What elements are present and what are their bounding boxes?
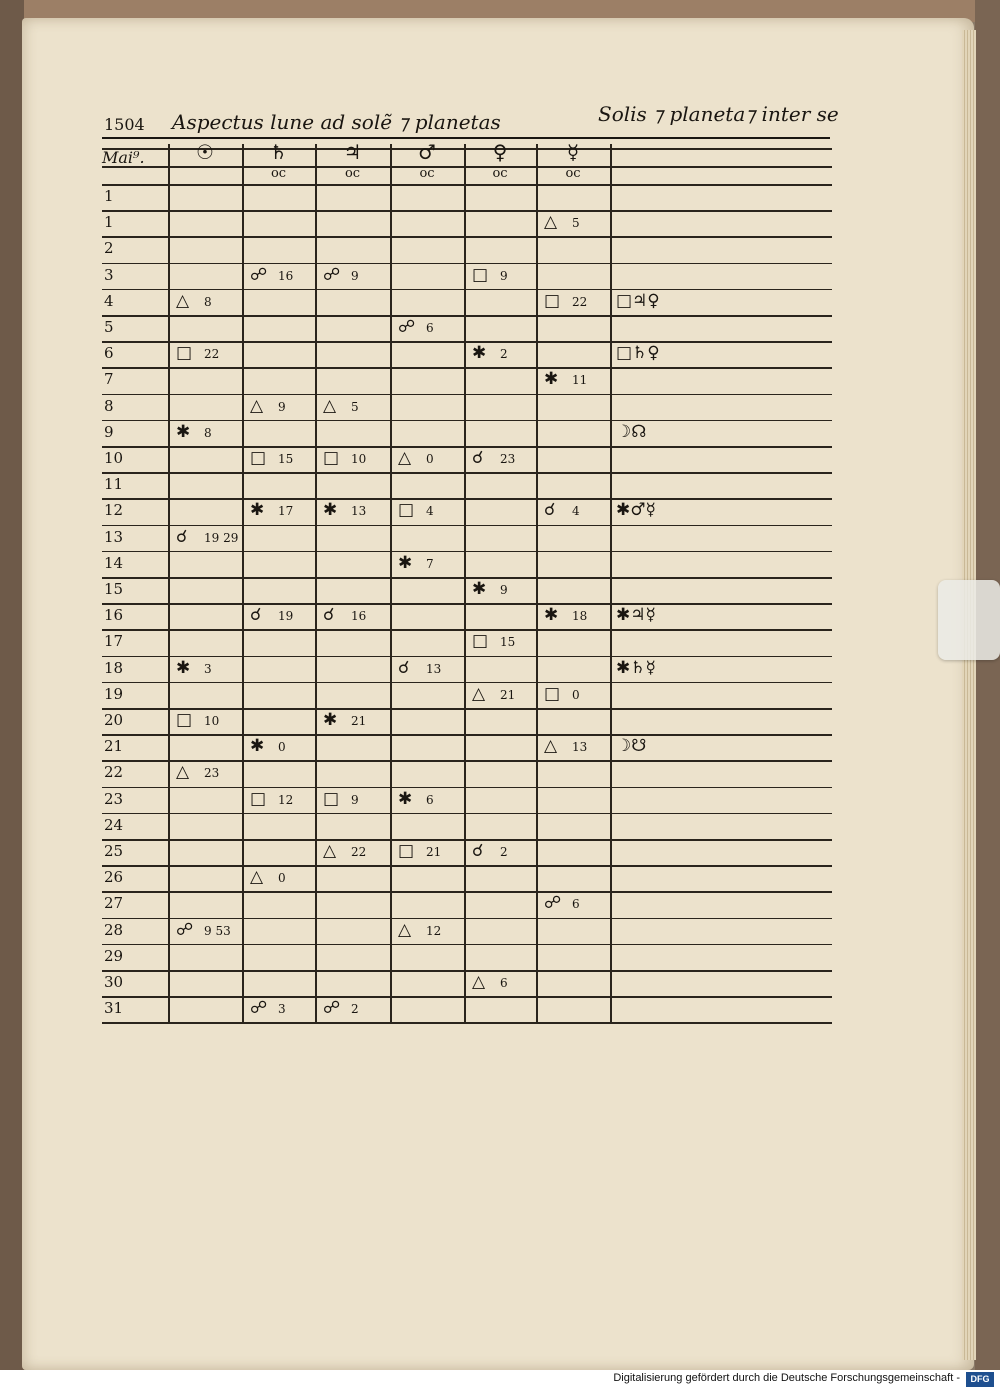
day-number: 14	[104, 553, 124, 572]
aspect-time: 21	[426, 845, 442, 859]
day-number: 7	[104, 370, 114, 389]
aspect-time: 16	[278, 268, 294, 283]
aspect-time: 12	[426, 923, 442, 938]
aspect-time: 6	[500, 976, 508, 990]
aspect-symbol: △	[472, 683, 486, 704]
aspect-symbol: △	[398, 919, 412, 940]
aspect-time: 19	[278, 609, 294, 624]
aspect-symbol: ✱	[176, 657, 191, 678]
aspect-symbol: □	[323, 448, 340, 468]
aspect-symbol: ✱	[250, 736, 265, 757]
aspect-symbol: ✱	[250, 500, 265, 521]
day-number: 20	[104, 711, 124, 729]
day-number: 24	[104, 815, 124, 834]
row-line	[102, 629, 832, 631]
aspect-time: 22	[204, 347, 220, 362]
aspect-symbol: ☍	[398, 317, 416, 337]
day-number: 15	[104, 580, 124, 598]
aspect-table	[102, 140, 832, 1019]
aspect-time: 2	[500, 347, 508, 362]
column-header-planet: ♂	[418, 140, 436, 164]
aspect-symbol: △	[398, 448, 412, 468]
day-number: 23	[104, 789, 124, 808]
aspect-symbol: □	[250, 788, 267, 809]
desk-background-right	[975, 0, 1000, 1390]
desk-background-left	[0, 0, 24, 1390]
planet-aspect-entry: ✱♃☿	[616, 605, 656, 626]
aspect-time: 0	[426, 452, 434, 466]
planet-aspect-entry: ☽☋	[616, 736, 647, 757]
aspect-symbol: ✱	[398, 788, 413, 809]
aspect-symbol: □	[250, 448, 267, 468]
aspect-symbol: ☍	[544, 893, 562, 914]
row-line	[102, 577, 832, 579]
day-number: 6	[104, 344, 114, 363]
aspect-symbol: ☌	[323, 605, 335, 626]
column-subheader: oc	[344, 166, 361, 181]
day-number: 25	[104, 842, 124, 860]
day-number: 30	[104, 973, 124, 991]
aspect-symbol: ☌	[250, 605, 262, 626]
aspect-symbol: △	[176, 762, 190, 783]
aspect-time: 8	[204, 425, 212, 440]
aspect-symbol: ✱	[398, 552, 413, 573]
day-number: 3	[104, 265, 114, 284]
aspect-time: 13	[426, 661, 442, 676]
column-header-planet: ☿	[566, 140, 580, 164]
row-line	[102, 839, 832, 841]
aspect-symbol: ☌	[472, 448, 484, 468]
aspect-time: 9	[351, 792, 359, 807]
aspect-symbol: ✱	[323, 710, 338, 730]
aspect-symbol: ☌	[472, 841, 484, 861]
aspect-time: 19 29	[204, 530, 239, 545]
row-line	[102, 210, 832, 212]
aspect-time: 5	[351, 399, 359, 414]
column-header-planet: ♃	[343, 140, 362, 164]
aspect-symbol: □	[323, 788, 340, 809]
planet-aspect-entry: ☽☊	[616, 421, 647, 442]
aspect-symbol: □	[176, 343, 193, 364]
page-title: Aspectus lune ad solẽ ⁊ planetas	[172, 110, 501, 134]
row-line	[102, 498, 832, 500]
aspect-time: 23	[204, 766, 220, 781]
aspect-time: 13	[351, 504, 367, 519]
aspect-time: 9	[500, 268, 508, 283]
aspect-time: 10	[204, 714, 220, 728]
row-line	[102, 970, 832, 972]
day-number: 5	[104, 318, 114, 336]
aspect-time: 21	[500, 687, 516, 702]
day-number: 8	[104, 396, 114, 415]
column-subheader	[168, 160, 242, 188]
planet-aspect-entry: ✱♂☿	[616, 500, 656, 521]
aspect-time: 9 53	[204, 923, 231, 938]
aspect-time: 2	[500, 845, 508, 859]
day-number: 17	[104, 632, 124, 651]
aspect-symbol: △	[544, 736, 558, 757]
aspect-symbol: ✱	[544, 369, 559, 390]
aspect-symbol: △	[472, 972, 486, 992]
aspect-time: 9	[500, 583, 508, 597]
row-line	[102, 603, 832, 605]
aspect-symbol: ☌	[398, 657, 410, 678]
day-number: 1	[104, 213, 114, 232]
aspect-symbol: □	[472, 631, 489, 652]
dfg-logo: DFG	[966, 1372, 994, 1387]
day-number: 4	[104, 291, 114, 310]
aspect-symbol: □	[398, 841, 415, 861]
month-label: Mai⁹.	[102, 148, 145, 167]
aspect-time: 8	[204, 294, 212, 309]
aspect-time: 9	[278, 399, 286, 414]
aspect-time: 0	[278, 740, 286, 755]
page-year: 1504	[104, 115, 145, 134]
day-number: 12	[104, 501, 124, 520]
aspect-symbol: □	[544, 683, 561, 704]
day-number: 19	[104, 684, 124, 703]
day-number: 9	[104, 422, 114, 441]
aspect-time: 9	[351, 268, 359, 283]
page-right-title: Solis ⁊ planeta⁊ inter se	[598, 102, 839, 126]
aspect-time: 17	[278, 504, 294, 519]
aspect-time: 22	[572, 294, 588, 309]
aspect-time: 15	[278, 452, 294, 466]
column-header-planet: ☉	[196, 140, 214, 164]
aspect-time: 6	[426, 321, 434, 335]
aspect-symbol: □	[472, 264, 489, 285]
aspect-time: 6	[572, 897, 580, 912]
footer-credit: Digitalisierung gefördert durch die Deutsche Forschungsgemeinschaft -	[613, 1372, 960, 1384]
aspect-symbol: ☍	[176, 919, 194, 940]
row-line	[102, 865, 832, 867]
aspect-symbol: ☍	[323, 998, 341, 1019]
day-number: 27	[104, 894, 124, 913]
aspect-time: 2	[351, 1002, 359, 1017]
aspect-symbol: ☍	[323, 264, 341, 285]
aspect-symbol: ✱	[176, 421, 191, 442]
row-line	[102, 263, 832, 265]
day-number: 21	[104, 737, 124, 756]
day-number: 18	[104, 658, 124, 677]
column-subheader: oc	[419, 166, 435, 181]
aspect-symbol: △	[250, 395, 264, 416]
aspect-time: 21	[351, 714, 367, 728]
row-line	[102, 394, 832, 396]
aspect-time: 16	[351, 609, 367, 624]
aspect-symbol: △	[176, 290, 190, 311]
planet-aspect-entry: □♄♀	[616, 343, 660, 364]
day-number: 10	[104, 449, 124, 467]
day-number: 16	[104, 606, 124, 625]
footer-bar	[0, 1370, 1000, 1390]
aspect-time: 3	[204, 661, 212, 676]
aspect-time: 15	[500, 635, 516, 650]
planet-aspect-entry: □♃♀	[616, 290, 660, 311]
column-subheader: oc	[565, 166, 581, 181]
aspect-time: 22	[351, 845, 367, 859]
aspect-symbol: ☌	[176, 526, 188, 547]
aspect-symbol: △	[323, 395, 337, 416]
aspect-time: 0	[572, 687, 580, 702]
row-line	[102, 891, 832, 893]
aspect-time: 0	[278, 871, 286, 886]
aspect-time: 23	[500, 452, 516, 466]
aspect-symbol: □	[398, 500, 415, 521]
aspect-time: 5	[572, 216, 580, 231]
aspect-time: 4	[572, 504, 580, 519]
day-number: 11	[104, 475, 124, 494]
planet-aspect-entry: ✱♄☿	[616, 657, 656, 678]
page-clip-tab	[938, 580, 1000, 660]
row-line	[102, 813, 832, 815]
row-line	[102, 1022, 832, 1024]
aspect-symbol: ✱	[472, 343, 487, 364]
aspect-time: 3	[278, 1002, 286, 1017]
aspect-symbol: △	[544, 212, 558, 233]
row-line	[102, 996, 832, 998]
aspect-symbol: ☍	[250, 998, 268, 1019]
aspect-time: 12	[278, 792, 294, 807]
aspect-symbol: ☍	[250, 264, 268, 285]
aspect-symbol: □	[176, 710, 193, 730]
aspect-symbol: ✱	[323, 500, 338, 521]
row-line	[102, 236, 832, 238]
aspect-time: 10	[351, 452, 367, 466]
aspect-time: 6	[426, 792, 434, 807]
aspect-symbol: ✱	[544, 605, 559, 626]
column-subheader: oc	[492, 166, 508, 181]
day-number: 13	[104, 527, 124, 546]
day-number: 31	[104, 999, 124, 1018]
aspect-time: 13	[572, 740, 588, 755]
column-header-planet: ♄	[269, 140, 288, 164]
aspect-symbol: △	[250, 867, 264, 888]
aspect-symbol: △	[323, 841, 337, 861]
day-number: 28	[104, 920, 124, 939]
day-number: 2	[104, 239, 114, 258]
page-edges	[962, 30, 976, 1360]
day-number: 29	[104, 946, 124, 965]
aspect-time: 18	[572, 609, 588, 624]
row-line	[102, 472, 832, 474]
day-number: 22	[104, 763, 124, 782]
aspect-time: 7	[426, 556, 434, 571]
aspect-symbol: ☌	[544, 500, 556, 521]
day-number: 26	[104, 868, 124, 887]
day-number: 1	[104, 187, 114, 205]
aspect-symbol: ✱	[472, 579, 487, 599]
aspect-time: 4	[426, 504, 434, 519]
aspect-symbol: □	[544, 290, 561, 311]
column-subheader: oc	[270, 166, 287, 181]
column-header-planet: ♀	[492, 140, 508, 164]
aspect-time: 11	[572, 373, 588, 388]
